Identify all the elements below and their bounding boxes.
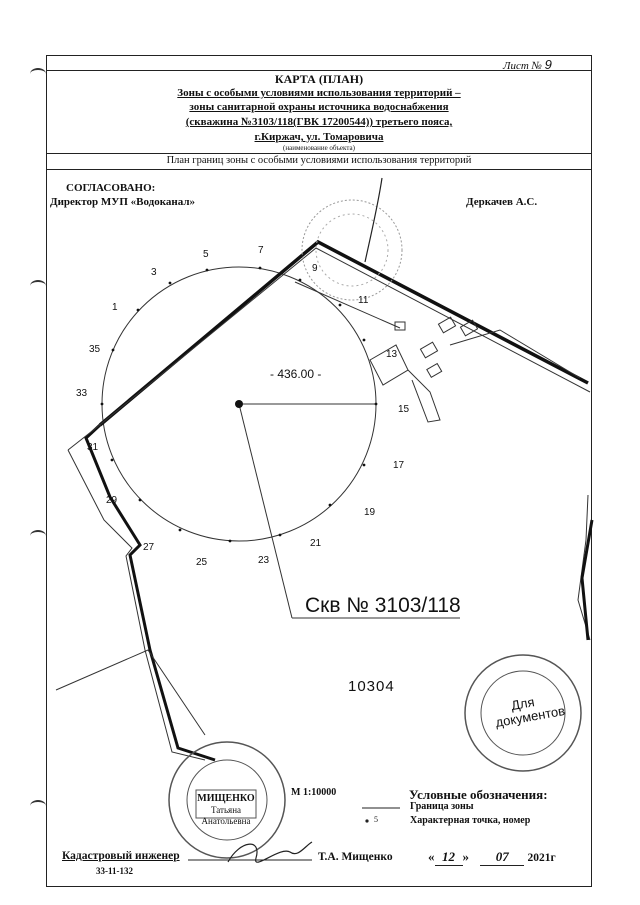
sheet-number-value: 9: [544, 57, 552, 72]
point-label: 31: [87, 442, 99, 453]
stamp-surname: МИЩЕНКО: [197, 793, 255, 804]
date-month: 07: [480, 849, 524, 866]
point-label: 21: [310, 538, 322, 549]
stamp-text: Для документов: [494, 694, 567, 730]
well-label: Скв № 3103/118: [305, 594, 461, 617]
plan-subtitle: План границ зоны с особыми условиями использования территорий: [166, 155, 472, 166]
zone-boundary: [100, 242, 588, 425]
parcel-line: [408, 370, 440, 422]
title-line-3: (скважина №3103/118(ГВК 17200544)) третьего пояса,: [185, 116, 453, 128]
well-marker: [235, 400, 243, 408]
point-label: 33: [76, 388, 88, 399]
building: [420, 342, 437, 358]
map-scale: М 1:10000: [291, 787, 337, 798]
legend-point-label: Характерная точка, номер: [410, 815, 531, 826]
radius-label: - 436.00 -: [270, 367, 322, 381]
zone-boundary: [86, 425, 215, 760]
parcel-line: [450, 330, 580, 378]
point-label: 5: [203, 249, 209, 260]
stamp-patronymic: Анатольевна: [201, 816, 251, 826]
engineer-signature: [228, 842, 312, 862]
signature-stroke: [365, 178, 382, 262]
object-caption: (наименование объекта): [283, 144, 355, 152]
sheet-label: Лист №: [503, 60, 542, 72]
point-label: 35: [89, 344, 101, 355]
title-line-1: Зоны с особыми условиями использования территорий –: [177, 87, 461, 99]
road-line: [68, 450, 208, 760]
point-label: 9: [312, 263, 318, 274]
point-label: 19: [364, 507, 376, 518]
legend-point-number: 5: [374, 815, 378, 824]
point-label: 3: [151, 267, 157, 278]
approval-position: Директор МУП «Водоканал»: [50, 196, 195, 208]
parcel-line: [56, 650, 205, 735]
point-label: 23: [258, 555, 270, 566]
point-label: 15: [398, 404, 410, 415]
engineer-name: Т.А. Мищенко: [318, 851, 393, 863]
legend-title: Условные обозначения:: [409, 787, 548, 802]
point-label: 25: [196, 557, 208, 568]
faint-stamp: [316, 214, 388, 286]
leader-line: [239, 404, 292, 618]
date-day: 12: [435, 849, 463, 866]
date-year: 2021г: [527, 852, 556, 864]
engineer-code: 33-11-132: [96, 866, 133, 876]
zone-boundary: [582, 520, 592, 640]
approval-heading: СОГЛАСОВАНО:: [66, 182, 156, 194]
title-line-2: зоны санитарной охраны источника водоснабжения: [189, 101, 449, 113]
engineer-role: Кадастровый инженер: [62, 850, 180, 862]
stamp-first-name: Татьяна: [210, 805, 242, 815]
point-label: 1: [112, 302, 118, 313]
approval-name: Деркачев А.С.: [466, 196, 538, 208]
title-line-4: г.Киржач, ул. Томаровича: [254, 131, 384, 143]
date: [428, 849, 556, 866]
building: [427, 364, 442, 378]
point-label: 11: [358, 295, 369, 306]
point-label: 7: [258, 245, 264, 256]
point-label: 27: [143, 542, 155, 553]
quote-close: »: [462, 849, 469, 864]
point-label: 13: [386, 349, 398, 360]
point-label: 29: [106, 495, 118, 506]
parcel-number: 10304: [348, 678, 395, 695]
legend-point-sample: [365, 819, 368, 822]
page-title: КАРТА (ПЛАН): [274, 72, 364, 86]
point-label: 17: [393, 460, 405, 471]
quote-open: «: [428, 849, 435, 864]
legend-boundary-label: Граница зоны: [410, 801, 474, 812]
